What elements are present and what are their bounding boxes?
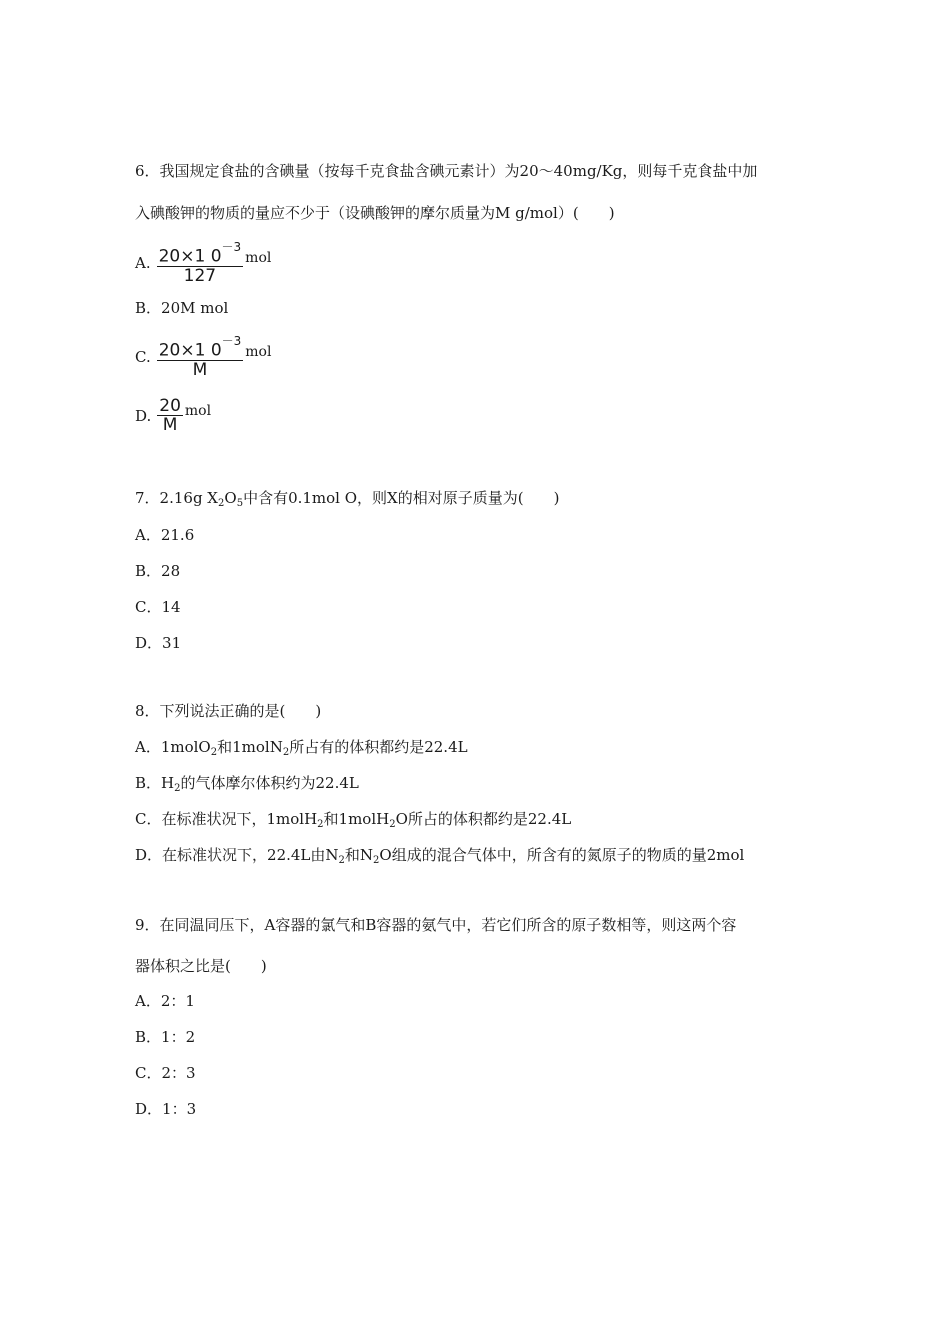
subscript: 2 [282, 747, 290, 758]
subscript: 2 [373, 855, 380, 866]
option-label: A. [135, 254, 151, 273]
exponent: －3 [221, 240, 242, 254]
q7-stem-mid: O [224, 489, 237, 507]
text: O所占的体积都约是22.4L [395, 810, 572, 828]
q6-stem-line1: 6．我国规定食盐的含碘量（按每千克食盐含碘元素计）为20～40mg/Kg，则每千克食盐中加 [135, 162, 758, 180]
text: C．在标准状况下，1molH [135, 810, 318, 828]
q7-stem-pre: 7．2.16g X [135, 489, 218, 507]
text: 和1molH [323, 810, 390, 828]
q6-option-b: B．20M mol [135, 299, 229, 317]
text: D．在标准状况下，22.4L由N [135, 846, 339, 864]
unit: mol [184, 402, 212, 419]
denominator: 127 [183, 265, 217, 286]
text: A．1molO [135, 738, 211, 756]
text: B．H [135, 774, 175, 792]
q8-option-a [135, 737, 468, 763]
text: 的气体摩尔体积约为22.4L [180, 774, 359, 792]
q7-option-d: D．31 [135, 634, 182, 652]
q8-option-b [135, 773, 359, 799]
q9-option-c: C．2：3 [135, 1064, 196, 1082]
option-label: D. [135, 406, 152, 425]
q9-stem-line1: 9．在同温同压下，A容器的氯气和B容器的氨气中，若它们所含的原子数相等，则这两个容 [135, 916, 737, 934]
numerator: 20×1 0 [158, 340, 222, 361]
subscript: 2 [174, 783, 181, 794]
q7-stem-post: 中含有0.1mol O，则X的相对原子质量为( ) [243, 489, 560, 507]
numerator: 20×1 0 [158, 246, 222, 267]
subscript: 2 [338, 855, 345, 866]
denominator: M [192, 359, 208, 380]
q9-option-b: B．1：2 [135, 1028, 196, 1046]
subscript: 2 [317, 819, 324, 830]
text: O组成的混合气体中，所含有的氮原子的物质的量2mol [379, 846, 745, 864]
unit: mol [245, 250, 272, 267]
fraction [157, 242, 244, 285]
unit: mol [245, 344, 272, 361]
q7-option-c: C．14 [135, 598, 181, 616]
text: 和1molN [217, 738, 283, 756]
text: 和N [344, 846, 374, 864]
option-label: C. [135, 348, 151, 367]
subscript: 2 [389, 819, 396, 830]
exponent: －3 [221, 334, 242, 348]
q9-option-d: D．1：3 [135, 1100, 197, 1118]
fraction [157, 397, 183, 434]
q7-stem [135, 488, 559, 514]
q6-option-a [135, 242, 271, 285]
denominator: M [162, 415, 178, 435]
q8-option-d [135, 845, 744, 871]
q6-option-c [135, 336, 271, 379]
text: 所占有的体积都约是22.4L [289, 738, 468, 756]
q7-option-b: B．28 [135, 562, 181, 580]
q6-stem-line2: 入碘酸钾的物质的量应不少于（设碘酸钾的摩尔质量为M g/mol）( ) [135, 204, 615, 222]
numerator: 20 [159, 396, 181, 416]
subscript: 5 [236, 498, 244, 509]
q9-stem-line2: 器体积之比是( ) [135, 957, 267, 975]
q8-option-c [135, 809, 571, 835]
subscript: 2 [218, 498, 225, 509]
q7-option-a: A．21.6 [135, 526, 195, 544]
q8-stem: 8．下列说法正确的是( ) [135, 702, 322, 720]
fraction [157, 336, 244, 379]
q9-option-a: A．2：1 [135, 992, 195, 1010]
subscript: 2 [210, 747, 218, 758]
q6-option-d [135, 397, 211, 434]
